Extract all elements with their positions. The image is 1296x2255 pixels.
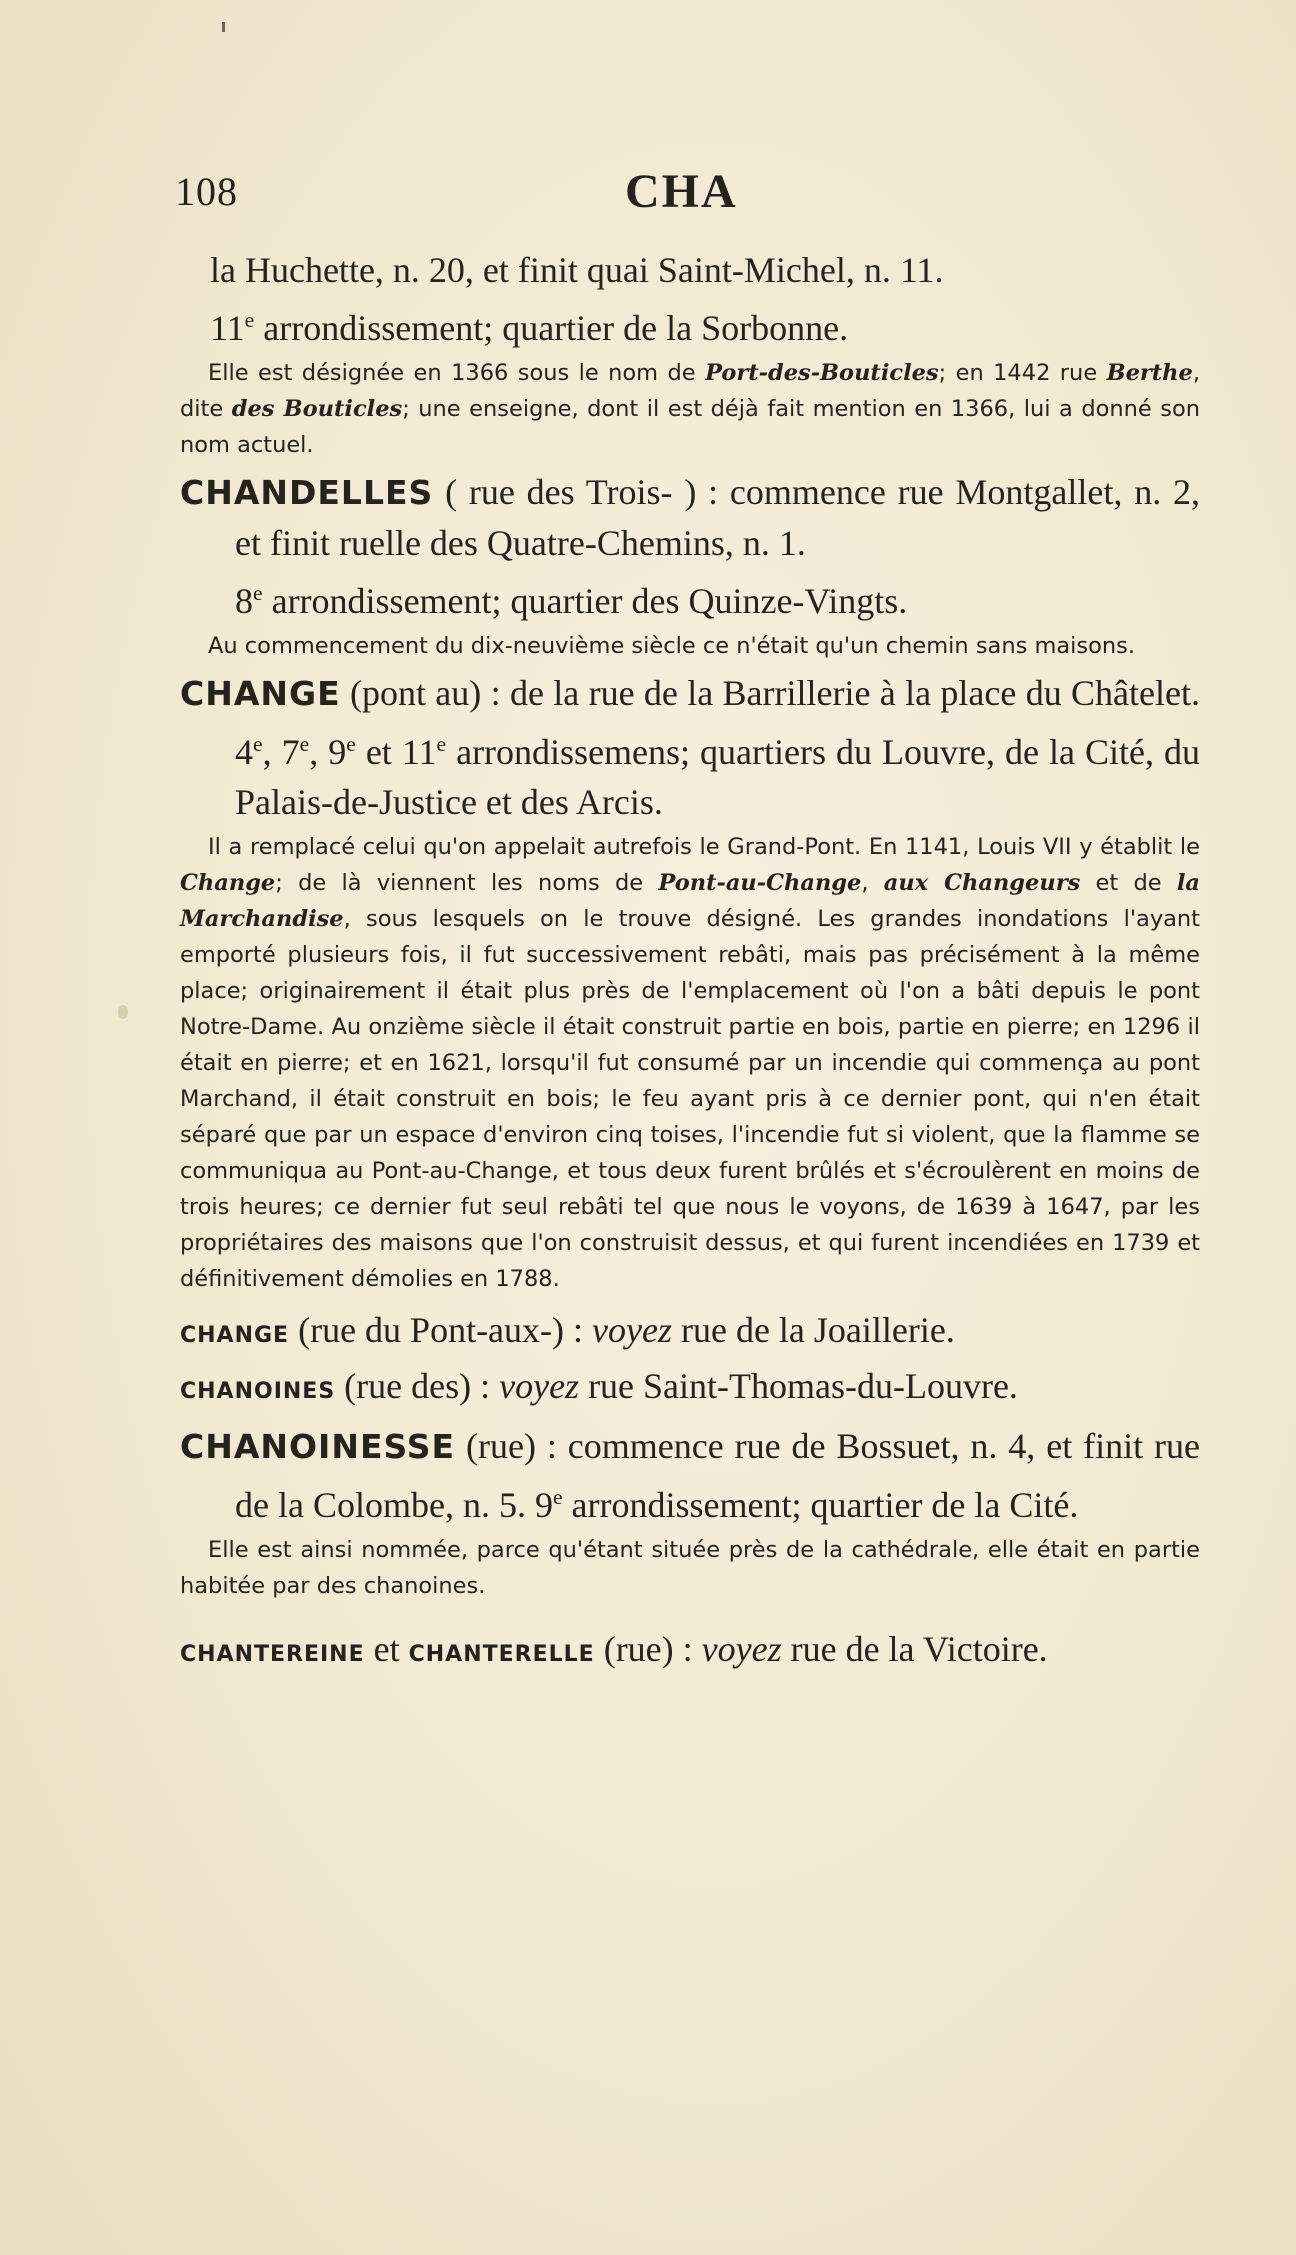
entry-text: rue Saint-Thomas-du-Louvre. xyxy=(579,1366,1018,1406)
district-number: 8 xyxy=(235,581,253,621)
note-text: , sous lesquels on le trouve désigné. Les grandes inondations l'ayant emporté plusieurs fois, il fut successivement rebâti, mais pas précisément à la même place; originairement il était plus près de l'emplacement où l'on a bâti depuis le pont Notre-Dame. Au onzième siècle il était construit partie en bois, partie en pierre; en 1296 il était en pierre; et en 1621, lorsqu'il fut consumé par un incendie qui commença au pont Marchand, il était construit en bois; le feu ayant pris à ce dernier pont, qui n'en était séparé que par un espace d'environ cinq toises, l'incendie fut si violent, que la flamme se communiqua au Pont-au-Change, et tous deux furent brûlés et s'écroulèrent en moins de trois heures; ce dernier fut seul rebâti tel que nous le voyons, de 1639 à 1647, par les propriétaires des maisons que l'on construisit dessus, et qui furent incendiées en 1739 et définitivement démolies en 1788. xyxy=(180,906,1200,1292)
headword: CHANGE xyxy=(180,1323,290,1348)
district-number: 11 xyxy=(210,308,245,348)
entry-continuation xyxy=(180,245,1200,353)
entry-text: (rue des) : xyxy=(335,1366,500,1406)
entry-text: (rue du Pont-aux-) : xyxy=(289,1310,593,1350)
district-text: arrondissement; quartier de la Sorbonne. xyxy=(254,308,849,348)
voyez-reference: voyez xyxy=(592,1310,672,1350)
headword: CHANOINESSE xyxy=(180,1427,456,1466)
district-text: arrondissement; quartier des Quinze-Vingts. xyxy=(262,581,908,621)
headword: CHANGE xyxy=(180,674,341,713)
entry-text: et xyxy=(364,1629,409,1669)
entry-note xyxy=(180,355,1200,463)
entry-text: (pont au) : de la rue de la Barrillerie à la place du Châtelet. 4 xyxy=(235,673,1200,772)
page-header xyxy=(175,165,1195,228)
note-italic: Port-des-Bouticles xyxy=(705,360,939,386)
ordinal-sup: e xyxy=(253,581,263,605)
entry-text: arrondissemens; quartiers du Louvre, de la Cité, du Palais-de-Justice et des Arcis. xyxy=(235,732,1200,822)
note-text: Elle est désignée en 1366 sous le nom de xyxy=(208,360,706,386)
ink-speck xyxy=(222,22,225,32)
ordinal-sup: e xyxy=(346,732,356,756)
entry-note: Elle est ainsi nommée, parce qu'étant située près de la cathédrale, elle était en partie habitée par des chanoines. xyxy=(180,1537,1200,1599)
note-italic: Pont-au-Change xyxy=(658,870,862,896)
voyez-reference: voyez xyxy=(499,1366,580,1406)
note-text: , dite xyxy=(180,360,1200,422)
ordinal-sup: e xyxy=(253,732,263,756)
ordinal-sup: e xyxy=(299,732,310,756)
note-text: Il a remplacé celui qu'on appelait autrefois le Grand-Pont. En 1141, Louis VII y établit le xyxy=(208,834,1200,860)
ordinal-sup: e xyxy=(436,732,447,756)
ordinal-sup: e xyxy=(244,308,255,332)
paper-stain xyxy=(118,1005,128,1019)
entry-text: la Huchette, n. 20, et finit quai Saint-Michel, n. 11. xyxy=(210,250,944,290)
entry-chanoines xyxy=(180,1361,1200,1417)
page-content xyxy=(180,245,1200,1680)
note-italic: aux Changeurs xyxy=(883,870,1081,896)
entry-text: (rue) : xyxy=(594,1629,702,1669)
entry-text: (rue) : commence rue de Bossuet, n. 4, et finit rue de la Colombe, n. 5. 9 xyxy=(235,1426,1200,1525)
note-text: ; en 1442 rue xyxy=(938,360,1107,386)
note-text: et de xyxy=(1080,870,1177,896)
entry-text: rue de la Joaillerie. xyxy=(671,1310,955,1350)
entry-chandelles xyxy=(180,467,1200,626)
headword: CHANTERELLE xyxy=(408,1642,595,1667)
headword: CHANOINES xyxy=(180,1379,336,1404)
entry-text: , 9 xyxy=(309,732,347,772)
entry-text: arrondissement; quartier de la Cité. xyxy=(562,1485,1079,1525)
note-italic: Change xyxy=(180,870,276,896)
entry-text: , 7 xyxy=(262,732,300,772)
note-italic: la Marchandise xyxy=(180,870,1201,932)
page-number: 108 xyxy=(175,169,238,214)
entry-change-rue xyxy=(180,1305,1200,1361)
ordinal-sup: e xyxy=(552,1485,563,1509)
note-text: ; une enseigne, dont il est déjà fait mention en 1366, lui a donné son nom actuel. xyxy=(180,396,1201,458)
entry-text: ( rue des Trois- ) : commence rue Montgallet, n. 2, et finit ruelle des Quatre-Chemins, n. 1. xyxy=(235,472,1200,563)
note-italic: des Bouticles xyxy=(231,396,403,422)
entry-chanoinesse xyxy=(180,1421,1200,1530)
headword: CHANDELLES xyxy=(180,473,434,512)
entry-note xyxy=(180,829,1200,1297)
entry-note: Au commencement du dix-neuvième siècle ce n'était qu'un chemin sans maisons. xyxy=(208,633,1136,659)
running-head: CHA xyxy=(625,165,738,218)
note-italic: Berthe xyxy=(1106,360,1193,386)
voyez-reference: voyez xyxy=(701,1629,782,1669)
entry-change-pont xyxy=(180,668,1200,827)
entry-text: rue de la Victoire. xyxy=(781,1629,1048,1669)
headword: CHANTEREINE xyxy=(180,1642,365,1667)
note-text: ; de là viennent les noms de xyxy=(275,870,659,896)
note-text: , xyxy=(861,870,884,896)
entry-text: et 11 xyxy=(355,732,437,772)
entry-chantereine xyxy=(180,1624,1200,1680)
